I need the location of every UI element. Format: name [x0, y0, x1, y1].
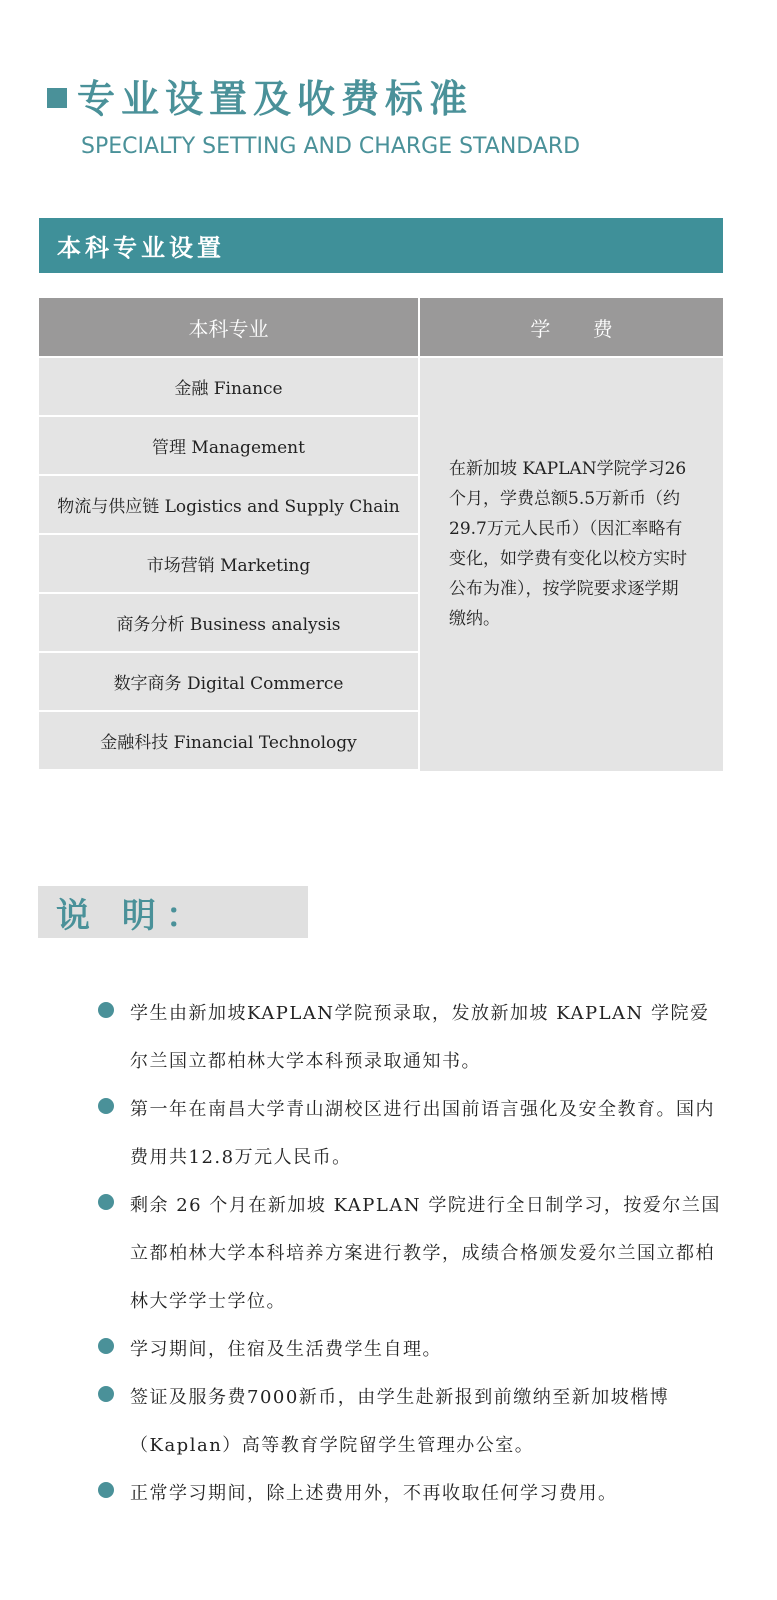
table-row: 金融科技 Financial Technology — [39, 712, 418, 769]
column-header-fee: 学 费 — [530, 316, 631, 341]
bullet-dot-icon — [98, 1386, 114, 1402]
table-row: 数字商务 Digital Commerce — [39, 653, 418, 710]
table-row: 物流与供应链 Logistics and Supply Chain — [39, 476, 418, 533]
list-item — [98, 1326, 728, 1374]
section-title: 本科专业设置 — [57, 233, 225, 262]
major-fee-table — [39, 298, 723, 771]
list-item — [98, 1374, 728, 1470]
list-item-text: 学生由新加坡KAPLAN学院预录取，发放新加坡 KAPLAN 学院爱尔兰国立都柏林大学本科预录取通知书。 — [130, 1003, 710, 1072]
list-item — [98, 1086, 728, 1182]
section-header — [39, 218, 723, 273]
title-square-icon — [47, 88, 67, 108]
page-subtitle: SPECIALTY SETTING AND CHARGE STANDARD — [81, 134, 581, 159]
table-row: 市场营销 Marketing — [39, 535, 418, 592]
notes-header — [38, 886, 308, 938]
major-column — [39, 358, 418, 771]
table-row: 管理 Management — [39, 417, 418, 474]
bullet-dot-icon — [98, 1194, 114, 1210]
table-header — [39, 298, 723, 356]
list-item — [98, 1182, 728, 1326]
list-item-text: 剩余 26 个月在新加坡 KAPLAN 学院进行全日制学习，按爱尔兰国立都柏林大学本科培养方案进行教学，成绩合格颁发爱尔兰国立都柏林大学学士学位。 — [130, 1195, 721, 1312]
list-item — [98, 1470, 728, 1518]
table-row: 金融 Finance — [39, 358, 418, 415]
bullet-dot-icon — [98, 1002, 114, 1018]
list-item-text: 第一年在南昌大学青山湖校区进行出国前语言强化及安全教育。国内费用共12.8万元人民币。 — [130, 1099, 715, 1168]
bullet-dot-icon — [98, 1098, 114, 1114]
page-title-text: 专业设置及收费标准 — [77, 76, 474, 121]
bullet-dot-icon — [98, 1338, 114, 1354]
fee-cell: 在新加坡 KAPLAN学院学习26个月，学费总额5.5万新币（约 29.7万元人民币）（因汇率略有变化，如学费有变化以校方实时公布为准），按学院要求逐学期缴纳。 — [420, 358, 723, 771]
list-item — [98, 990, 728, 1086]
notes-list — [98, 990, 728, 1518]
table-body — [39, 358, 723, 771]
column-header-major: 本科专业 — [39, 298, 420, 356]
bullet-dot-icon — [98, 1482, 114, 1498]
list-item-text: 学习期间，住宿及生活费学生自理。 — [130, 1339, 442, 1360]
list-item-text: 签证及服务费7000新币，由学生赴新报到前缴纳至新加坡楷博（Kaplan）高等教育学院留学生管理办公室。 — [130, 1387, 670, 1456]
notes-title: 说 明： — [56, 895, 210, 936]
table-row: 商务分析 Business analysis — [39, 594, 418, 651]
page-title — [47, 68, 473, 123]
list-item-text: 正常学习期间，除上述费用外，不再收取任何学习费用。 — [130, 1483, 618, 1504]
